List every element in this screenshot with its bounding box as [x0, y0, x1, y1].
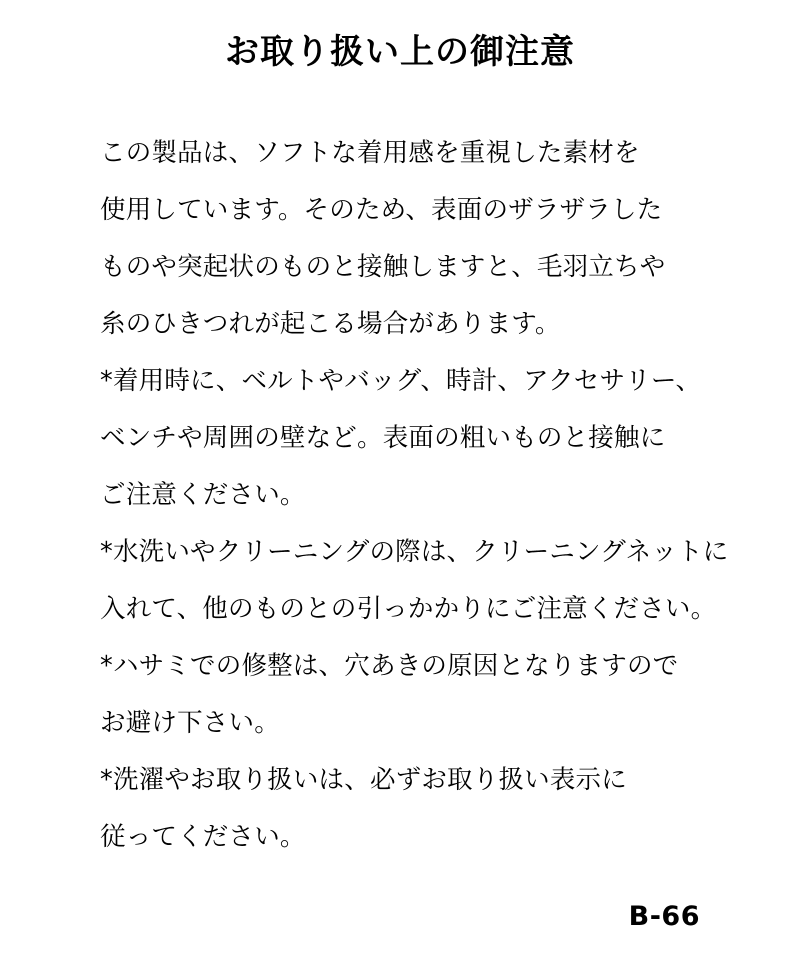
instruction-line: ご注意ください。 [100, 479, 306, 510]
instruction-line: *洗濯やお取り扱いは、必ずお取り扱い表示に [100, 764, 627, 795]
instruction-line: お避け下さい。 [100, 707, 280, 738]
instruction-line: ものや突起状のものと接触しますと、毛羽立ちや [100, 251, 666, 282]
instruction-line: *着用時に、ベルトやバッグ、時計、アクセサリー、 [100, 365, 702, 396]
instruction-line: 糸のひきつれが起こる場合があります。 [100, 308, 561, 339]
document-code-area [629, 901, 700, 932]
document-code: B-66 [628, 901, 700, 932]
instruction-line: 従ってください。 [100, 821, 306, 852]
instruction-line: ベンチや周囲の壁など。表面の粗いものと接触に [100, 422, 666, 453]
instruction-line: *ハサミでの修整は、穴あきの原因となりますので [100, 650, 679, 681]
page-title: お取り扱い上の御注意 [225, 32, 575, 72]
instruction-line: *水洗いやクリーニングの際は、クリーニングネットに [100, 536, 729, 567]
instructions-body [40, 125, 760, 866]
instruction-line: 入れて、他のものとの引っかかりにご注意ください。 [100, 593, 717, 624]
instruction-line: 使用しています。そのため、表面のザラザラした [100, 194, 663, 225]
instruction-line: この製品は、ソフトな着用感を重視した素材を [100, 137, 640, 168]
